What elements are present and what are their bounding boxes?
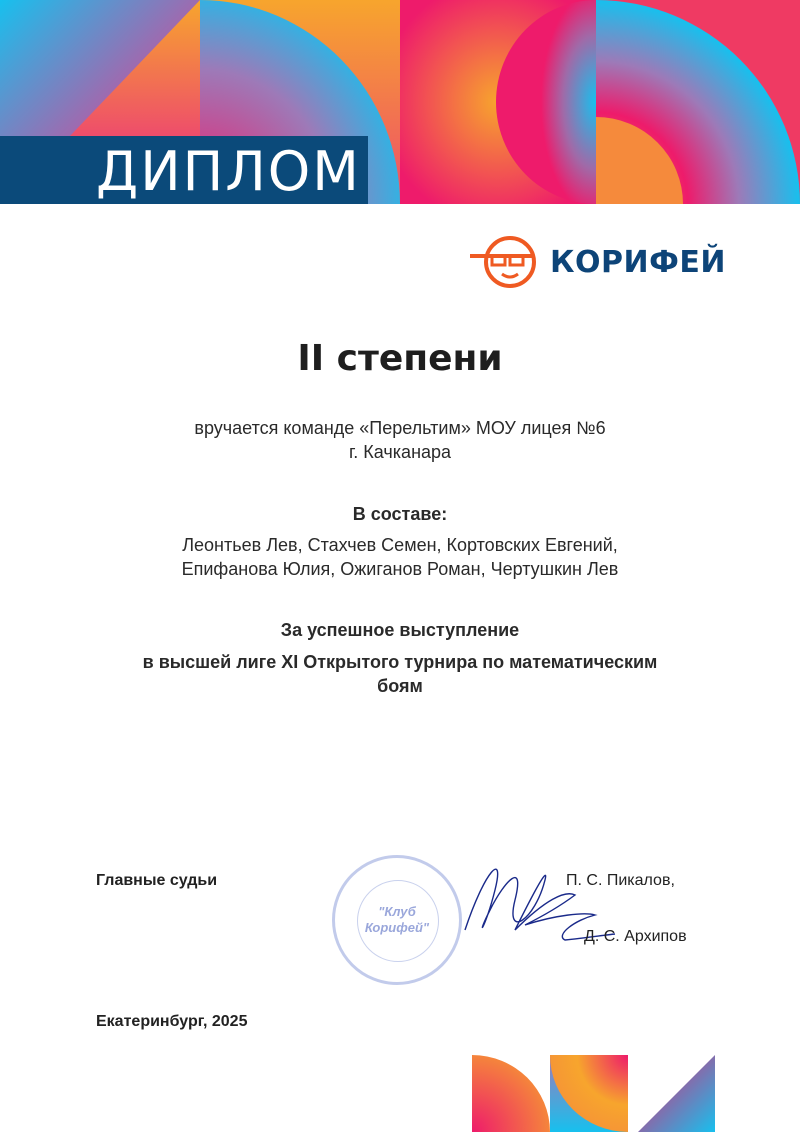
reason-line-2: в высшей лиге XI Открытого турнира по математическим [142, 652, 658, 672]
judges-label: Главные судьи [96, 872, 218, 889]
members-heading: В составе: [352, 504, 448, 524]
smiling-face-with-glasses-icon [470, 232, 542, 292]
city-year: Екатеринбург, 2025 [96, 1013, 248, 1030]
diploma-title: ДИПЛОМ [96, 140, 361, 203]
degree-title: II степени [297, 338, 503, 379]
club-stamp [332, 855, 462, 985]
reason-line-3: боям [377, 676, 423, 696]
footer-geometric-decoration [470, 1055, 730, 1132]
signature-scribble [455, 850, 625, 970]
members-line-2: Епифанова Юлия, Ожиганов Роман, Чертушкин Лев [181, 559, 619, 579]
stamp-text-2: Корифей" [364, 920, 430, 935]
members-line-1: Леонтьев Лев, Стахчев Семен, Кортовских Евгений, [182, 535, 618, 555]
stamp-text-1: "Клуб [378, 904, 416, 919]
awarded-to-line: вручается команде «Перельтим» МОУ лицея №6 [194, 418, 606, 438]
header-decoration [0, 0, 800, 204]
judge-2-name: Д. С. Архипов [584, 928, 687, 945]
judge-1-name: П. С. Пикалов, [566, 872, 675, 889]
logo-name: КОРИФЕЙ [550, 244, 726, 280]
reason-line-1: За успешное выступление [280, 620, 520, 640]
awarded-city-line: г. Качканара [348, 442, 452, 462]
logo [470, 232, 726, 292]
